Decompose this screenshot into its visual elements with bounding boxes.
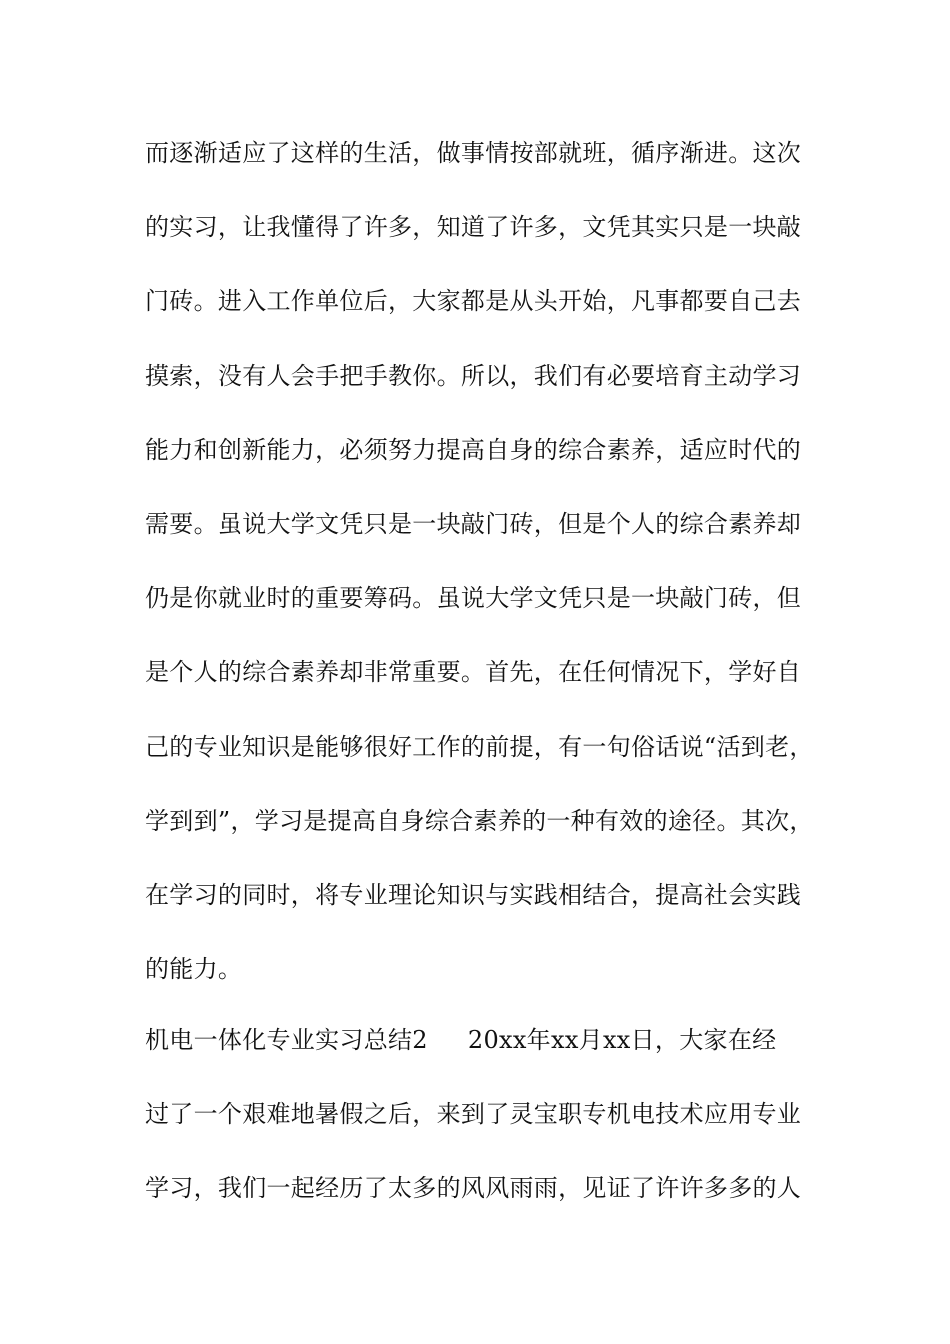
section-paragraph-line: 过了一个艰难地暑假之后，来到了灵宝职专机电技术应用专业 bbox=[145, 1100, 802, 1129]
paragraph-line: 的能力。 bbox=[145, 955, 243, 984]
paragraph-line: 能力和创新能力，必须努力提高自身的综合素养，适应时代的 bbox=[145, 435, 802, 464]
section-first-line-text: 20xx年xx月xx日，大家在经 bbox=[467, 1026, 777, 1055]
document-body bbox=[145, 130, 845, 1240]
section-title: 机电一体化专业实习总结2 bbox=[145, 1026, 428, 1055]
paragraph-line: 是个人的综合素养却非常重要。首先，在任何情况下，学好自 bbox=[145, 658, 802, 687]
paragraph-line: 在学习的同时，将专业理论知识与实践相结合，提高社会实践 bbox=[145, 880, 802, 909]
paragraph-line: 而逐渐适应了这样的生活，做事情按部就班，循序渐进。这次 bbox=[145, 139, 802, 167]
paragraph-line: 仍是你就业时的重要筹码。虽说大学文凭只是一块敲门砖，但 bbox=[145, 584, 802, 613]
paragraph-line: 学到到”，学习是提高自身综合素养的一种有效的途径。其次， bbox=[145, 806, 814, 835]
paragraph-line: 己的专业知识是能够很好工作的前提，有一句俗话说“活到老， bbox=[145, 732, 814, 761]
paragraph-line: 需要。虽说大学文凭只是一块敲门砖，但是个人的综合素养却 bbox=[145, 509, 802, 538]
paragraph-line: 门砖。进入工作单位后，大家都是从头开始，凡事都要自己去 bbox=[145, 287, 802, 316]
section-paragraph-line: 学习，我们一起经历了太多的风风雨雨，见证了许许多多的人 bbox=[145, 1174, 802, 1203]
section-heading-line bbox=[145, 1017, 845, 1091]
paragraph-line: 的实习，让我懂得了许多，知道了许多，文凭其实只是一块敲 bbox=[145, 213, 802, 242]
paragraph-line: 摸索，没有人会手把手教你。所以，我们有必要培育主动学习 bbox=[145, 361, 802, 390]
